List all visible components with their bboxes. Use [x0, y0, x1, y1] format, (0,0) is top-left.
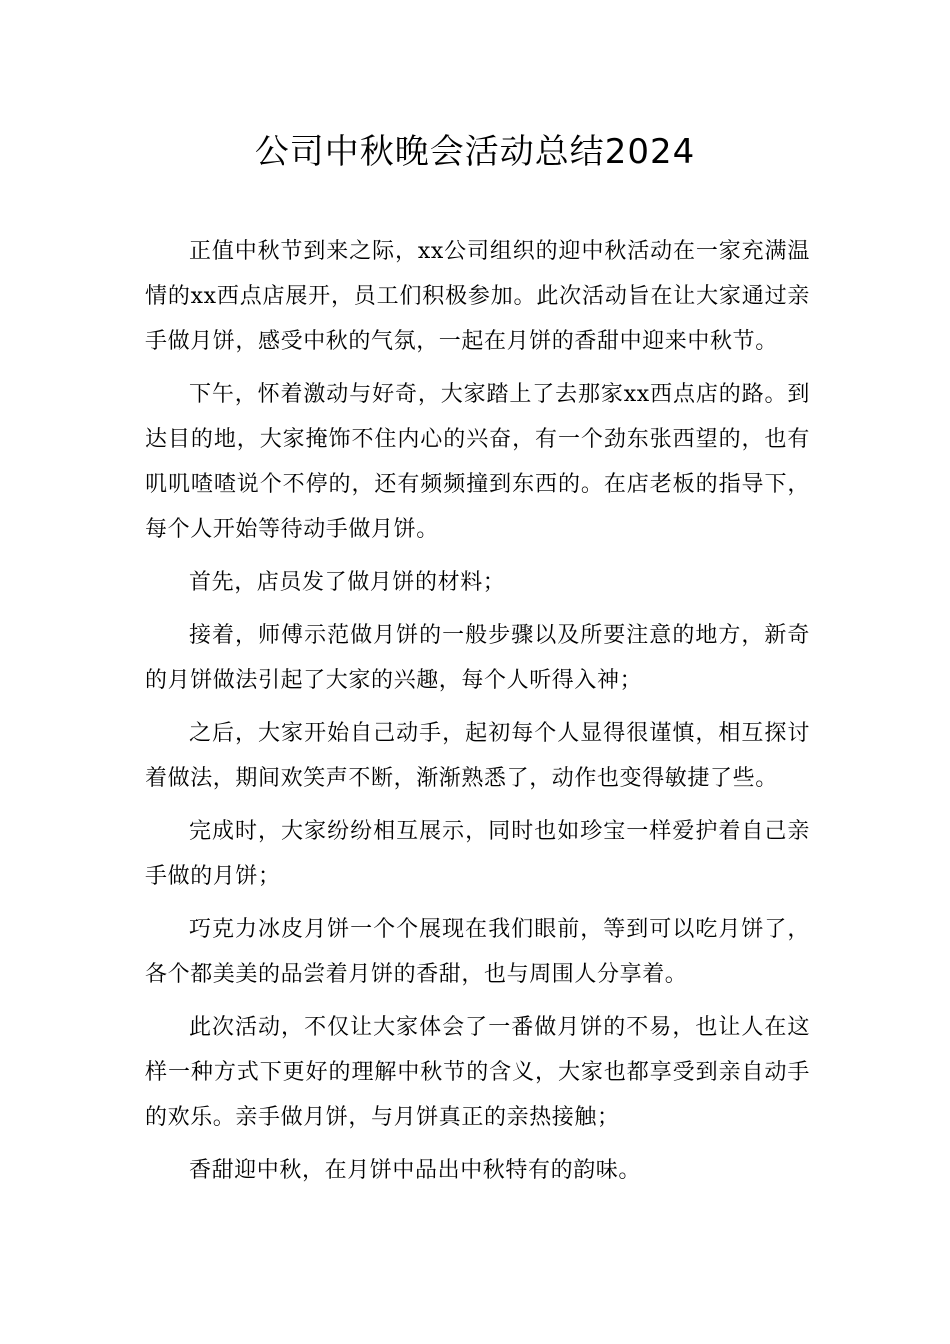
paragraph: 香甜迎中秋，在月饼中品出中秋特有的韵味。: [189, 1158, 642, 1183]
paragraph: 完成时，大家纷纷相互展示，同时也如珍宝一样爱护着自己亲手做的月饼；: [145, 819, 810, 889]
paragraph: 之后，大家开始自己动手，起初每个人显得很谨慎，相互探讨着做法，期间欢笑声不断，渐渐熟悉了，动作也变得敏捷了些。: [145, 721, 810, 791]
paragraph: 此次活动，不仅让大家体会了一番做月饼的不易，也让人在这样一种方式下更好的理解中秋节的含义，大家也都享受到亲自动手的欢乐。亲手做月饼，与月饼真正的亲热接触；: [145, 1015, 810, 1130]
document-title: 公司中秋晚会活动总结2024: [254, 132, 696, 172]
paragraph: 巧克力冰皮月饼一个个展现在我们眼前，等到可以吃月饼了，各个都美美的品尝着月饼的香甜，也与周围人分享着。: [145, 917, 810, 987]
paragraph: 首先，店员发了做月饼的材料；: [189, 570, 506, 595]
paragraph: 下午，怀着激动与好奇，大家踏上了去那家xx西点店的路。到达目的地，大家掩饰不住内心的兴奋，有一个劲东张西望的，也有叽叽喳喳说个不停的，还有频频撞到东西的。在店老板的指导下，每个人开始等待动手做月饼。: [145, 382, 810, 542]
document-body: [145, 229, 810, 1201]
paragraph: 正值中秋节到来之际，xx公司组织的迎中秋活动在一家充满温情的xx西点店展开，员工们积极参加。此次活动旨在让大家通过亲手做月饼，感受中秋的气氛，一起在月饼的香甜中迎来中秋节。: [145, 239, 810, 354]
paragraph: 接着，师傅示范做月饼的一般步骤以及所要注意的地方，新奇的月饼做法引起了大家的兴趣，每个人听得入神；: [145, 623, 810, 693]
